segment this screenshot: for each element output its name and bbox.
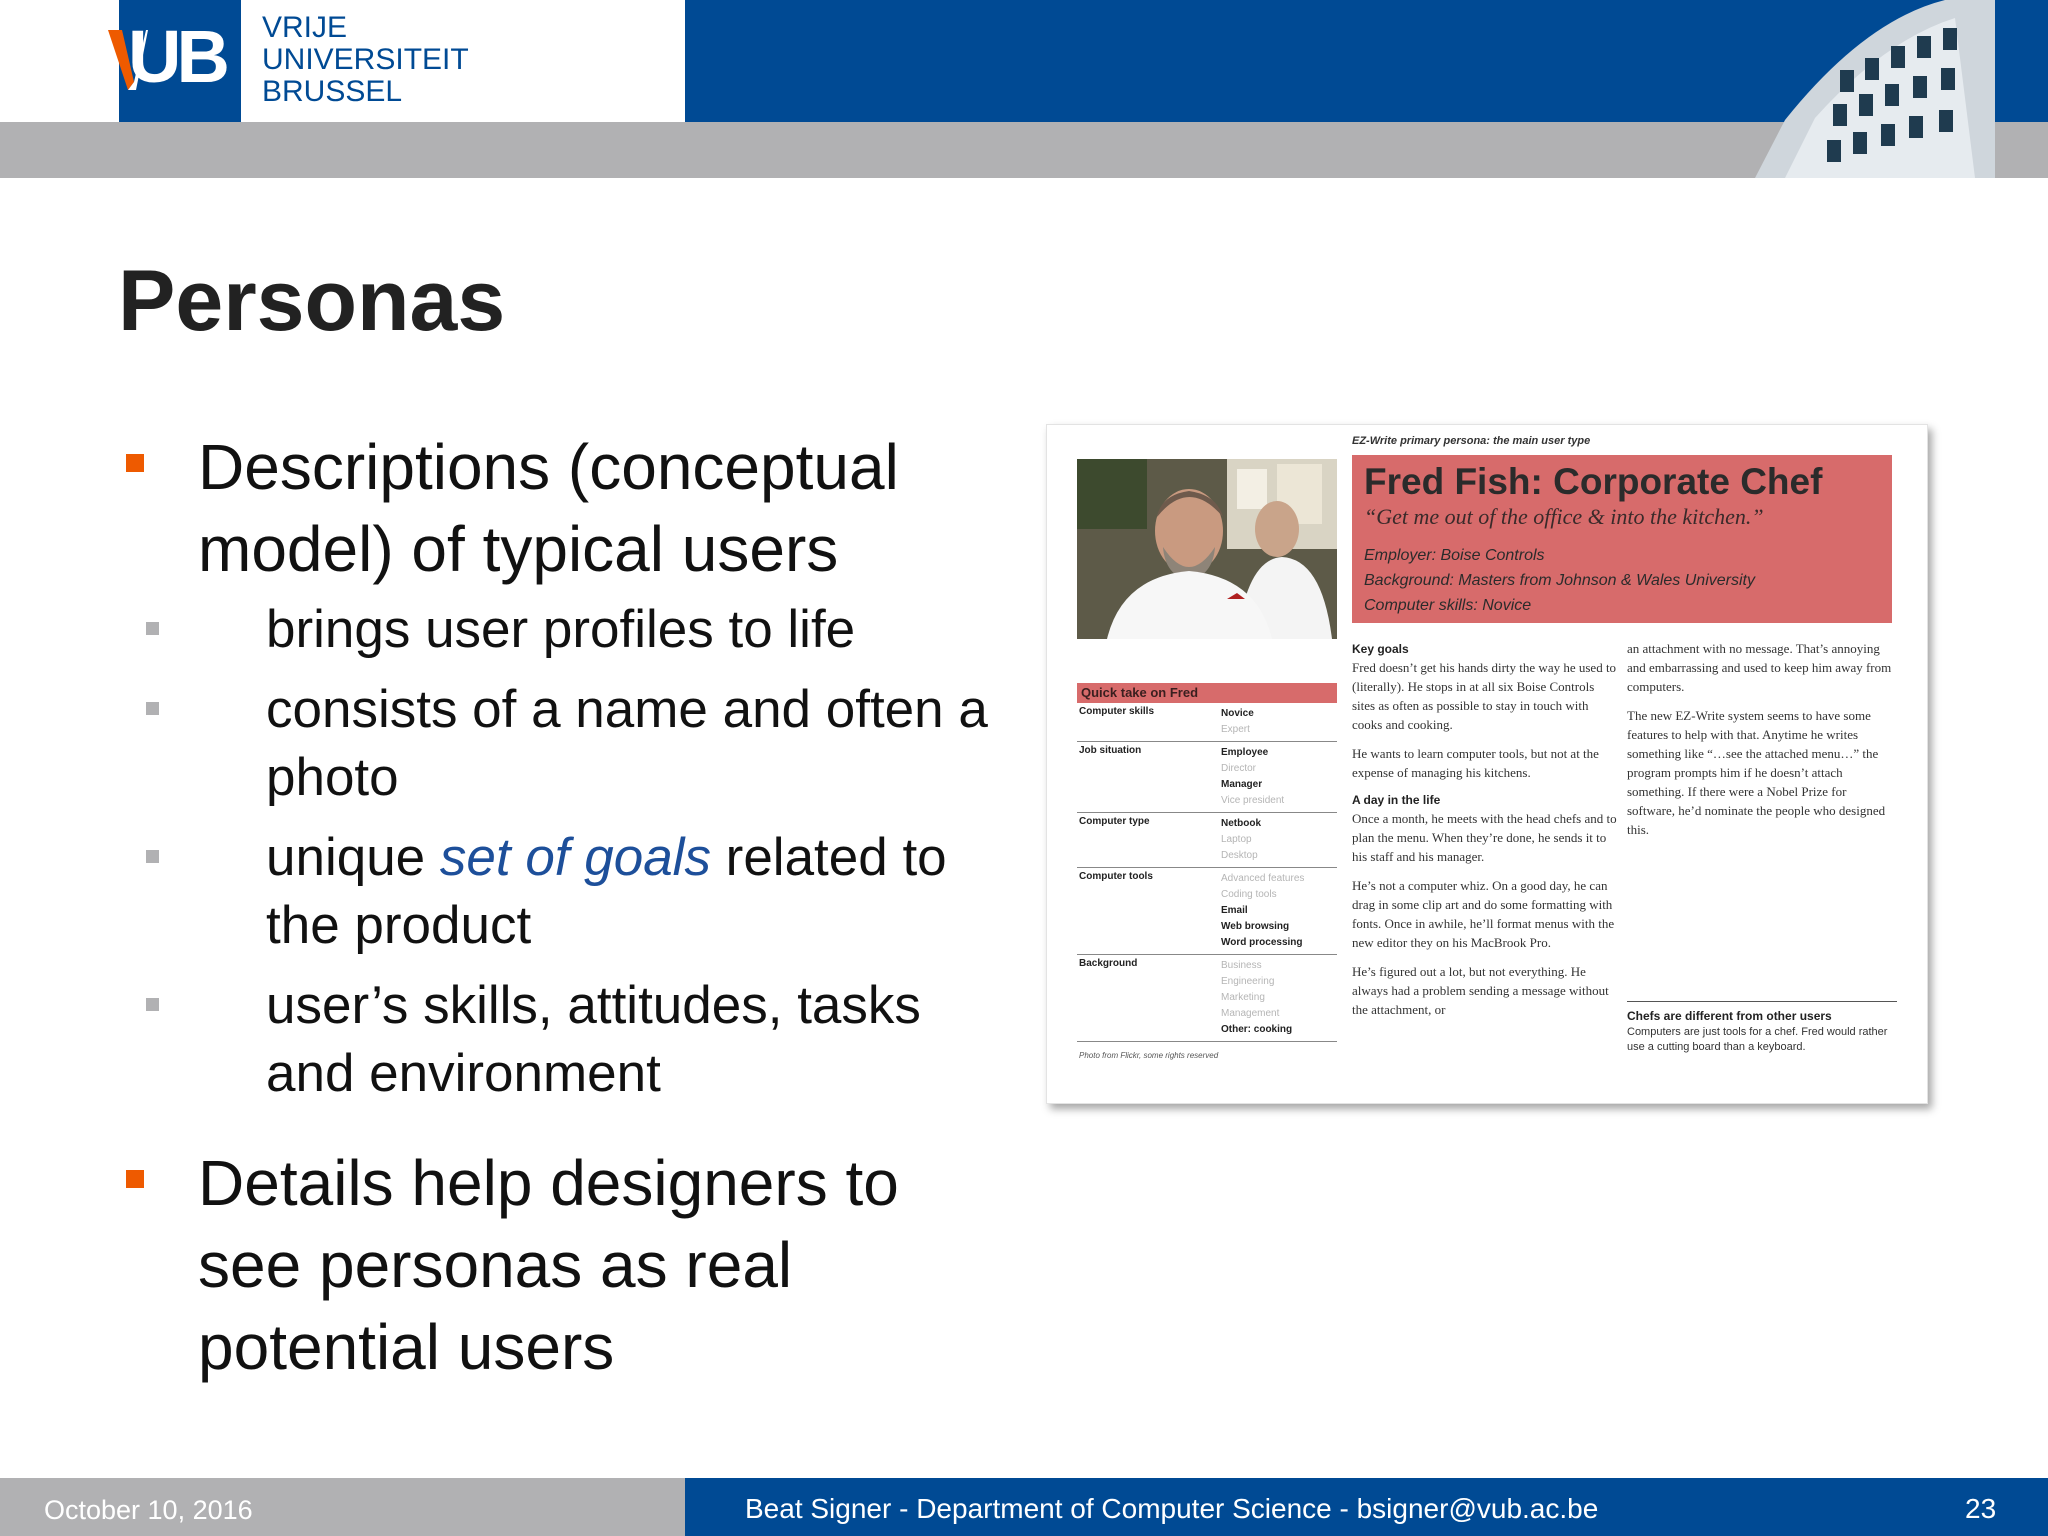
quick-take-option: Expert <box>1221 724 1250 735</box>
sub-bullet-text: brings user profiles to life <box>266 600 856 659</box>
persona-skills: Computer skills: Novice <box>1364 597 1532 614</box>
logo-line-1: VRIJE <box>262 11 348 44</box>
quick-take-option: Marketing <box>1221 992 1265 1003</box>
sub-bullet-square-icon <box>146 622 159 635</box>
quick-take-options <box>1221 958 1335 1038</box>
quick-take-option: Management <box>1221 1008 1280 1019</box>
bullet-square-icon <box>126 454 144 472</box>
quick-take-rows <box>1077 703 1337 1042</box>
quick-take-option: Business <box>1221 960 1262 971</box>
bullet-text: Descriptions (conceptual model) of typical users <box>198 431 899 585</box>
quick-take-options <box>1221 745 1335 809</box>
quick-take-options <box>1221 871 1335 951</box>
quick-take-row <box>1077 742 1337 813</box>
sub-bullet-item <box>198 676 1018 812</box>
sub-bullet-item <box>198 824 1018 960</box>
quick-take-table <box>1077 683 1337 1042</box>
quick-take-label: Job situation <box>1079 745 1142 756</box>
persona-photo <box>1077 459 1337 639</box>
header-gray-band <box>0 122 2048 178</box>
building-photo <box>1745 0 1995 178</box>
page-number: 23 <box>1965 1493 1997 1524</box>
quick-take-option: Word processing <box>1221 937 1303 948</box>
quick-take-row <box>1077 703 1337 742</box>
bullet-item <box>118 1142 1018 1388</box>
day-in-life-paragraph: He’s figured out a lot, but not everything. He always had a problem sending a message without the attachment, or <box>1352 964 1609 1017</box>
quick-take-option: Desktop <box>1221 850 1258 861</box>
sub-bullet-list <box>198 596 1018 1108</box>
quick-take-row <box>1077 955 1337 1042</box>
key-goals-paragraph: Fred doesn’t get his hands dirty the way he used to (literally). He stops in at all six Boise Controls sites as often as possible to stay in touch with cooks and cooking. <box>1352 660 1617 732</box>
persona-kicker: EZ-Write primary persona: the main user type <box>1352 435 1591 447</box>
persona-quote: “Get me out of the office & into the kitchen.” <box>1364 504 1764 529</box>
chef-photo-image <box>1077 459 1337 639</box>
quick-take-option: Coding tools <box>1221 889 1277 900</box>
logo-mark: UB <box>128 15 225 98</box>
logo-line-3: BRUSSEL <box>262 75 403 108</box>
quick-take-label: Computer tools <box>1079 871 1153 882</box>
logo-wordmark <box>262 12 469 108</box>
logo-line-2: UNIVERSITEIT <box>262 43 469 76</box>
sub-bullet-item <box>198 972 1018 1108</box>
chefs-heading: Chefs are different from other users <box>1627 1009 1832 1023</box>
bullet-list <box>118 426 1018 1422</box>
quick-take-row <box>1077 868 1337 955</box>
chefs-text: Computers are just tools for a chef. Fred would rather use a cutting board than a keyboard. <box>1627 1026 1888 1053</box>
quick-take-option: Vice president <box>1221 795 1285 806</box>
quick-take-option: Advanced features <box>1221 873 1305 884</box>
quick-take-option: Engineering <box>1221 976 1275 987</box>
quick-take-heading: Quick take on Fred <box>1077 683 1337 703</box>
quick-take-option: Novice <box>1221 708 1254 719</box>
quick-take-option: Web browsing <box>1221 921 1290 932</box>
persona-employer: Employer: Boise Controls <box>1364 547 1545 564</box>
footer-date: October 10, 2016 <box>44 1495 253 1525</box>
key-goals-paragraph: He wants to learn computer tools, but not at the expense of managing his kitchens. <box>1352 746 1599 780</box>
persona-column-2 <box>1627 639 1897 849</box>
bullet-square-icon <box>126 1170 144 1188</box>
quick-take-label: Computer type <box>1079 816 1150 827</box>
sub-bullet-square-icon <box>146 850 159 863</box>
quick-take-option: Email <box>1221 905 1248 916</box>
quick-take-label: Background <box>1079 958 1138 969</box>
day-in-life-paragraph: He’s not a computer whiz. On a good day, he can drag in some clip art and do some formatting with fonts. Once in awhile, he’ll format menus with the new editor they on his MacBrook Pro. <box>1352 878 1615 950</box>
sub-bullet-text-pre: unique <box>266 828 440 887</box>
quick-take-option: Laptop <box>1221 834 1252 845</box>
persona-column-1 <box>1352 641 1620 1029</box>
sub-bullet-square-icon <box>146 998 159 1011</box>
chefs-sidebar <box>1627 1001 1897 1055</box>
bullet-item <box>118 426 1018 1108</box>
quick-take-options <box>1221 706 1335 738</box>
sub-bullet-item <box>198 596 1018 664</box>
quick-take-option: Manager <box>1221 779 1263 790</box>
sub-bullet-text: user’s skills, attitudes, tasks and environment <box>266 976 921 1103</box>
quick-take-option: Other: cooking <box>1221 1024 1293 1035</box>
persona-header-box <box>1352 455 1892 623</box>
slide-title: Personas <box>118 253 506 349</box>
column-2-paragraph: The new EZ-Write system seems to have some features to help with that. Anytime he writes something like “…see the attached menu…” the program prompts him if he doesn’t attach something. If there were a Nobel Prize for software, he’d nominate the people who designed this. <box>1627 708 1886 837</box>
photo-credit: Photo from Flickr, some rights reserved <box>1079 1051 1219 1060</box>
quick-take-label: Computer skills <box>1079 706 1155 717</box>
quick-take-option: Netbook <box>1221 818 1261 829</box>
sub-bullet-text: consists of a name and often a photo <box>266 680 988 807</box>
sub-bullet-text-post: related to the product <box>266 828 947 955</box>
footer-author: Beat Signer - Department of Computer Science - bsigner@vub.ac.be <box>745 1493 1599 1524</box>
day-in-life-heading: A day in the life <box>1352 793 1441 807</box>
column-2-paragraph: an attachment with no message. That’s annoying and embarrassing and used to keep him away from computers. <box>1627 641 1892 694</box>
key-goals-heading: Key goals <box>1352 642 1409 656</box>
persona-name: Fred Fish: Corporate Chef <box>1364 461 1823 502</box>
quick-take-option: Employee <box>1221 747 1269 758</box>
emphasis-set-of-goals: set of goals <box>439 828 711 887</box>
persona-background: Background: Masters from Johnson & Wales University <box>1364 572 1755 589</box>
quick-take-options <box>1221 816 1335 864</box>
persona-card <box>1046 424 1928 1104</box>
day-in-life-paragraph: Once a month, he meets with the head chefs and to plan the menu. When they’re done, he sends it to his staff and his manager. <box>1352 811 1617 864</box>
sub-bullet-square-icon <box>146 702 159 715</box>
quick-take-row <box>1077 813 1337 868</box>
bullet-text: Details help designers to see personas as real potential users <box>198 1147 899 1383</box>
quick-take-option: Director <box>1221 763 1257 774</box>
